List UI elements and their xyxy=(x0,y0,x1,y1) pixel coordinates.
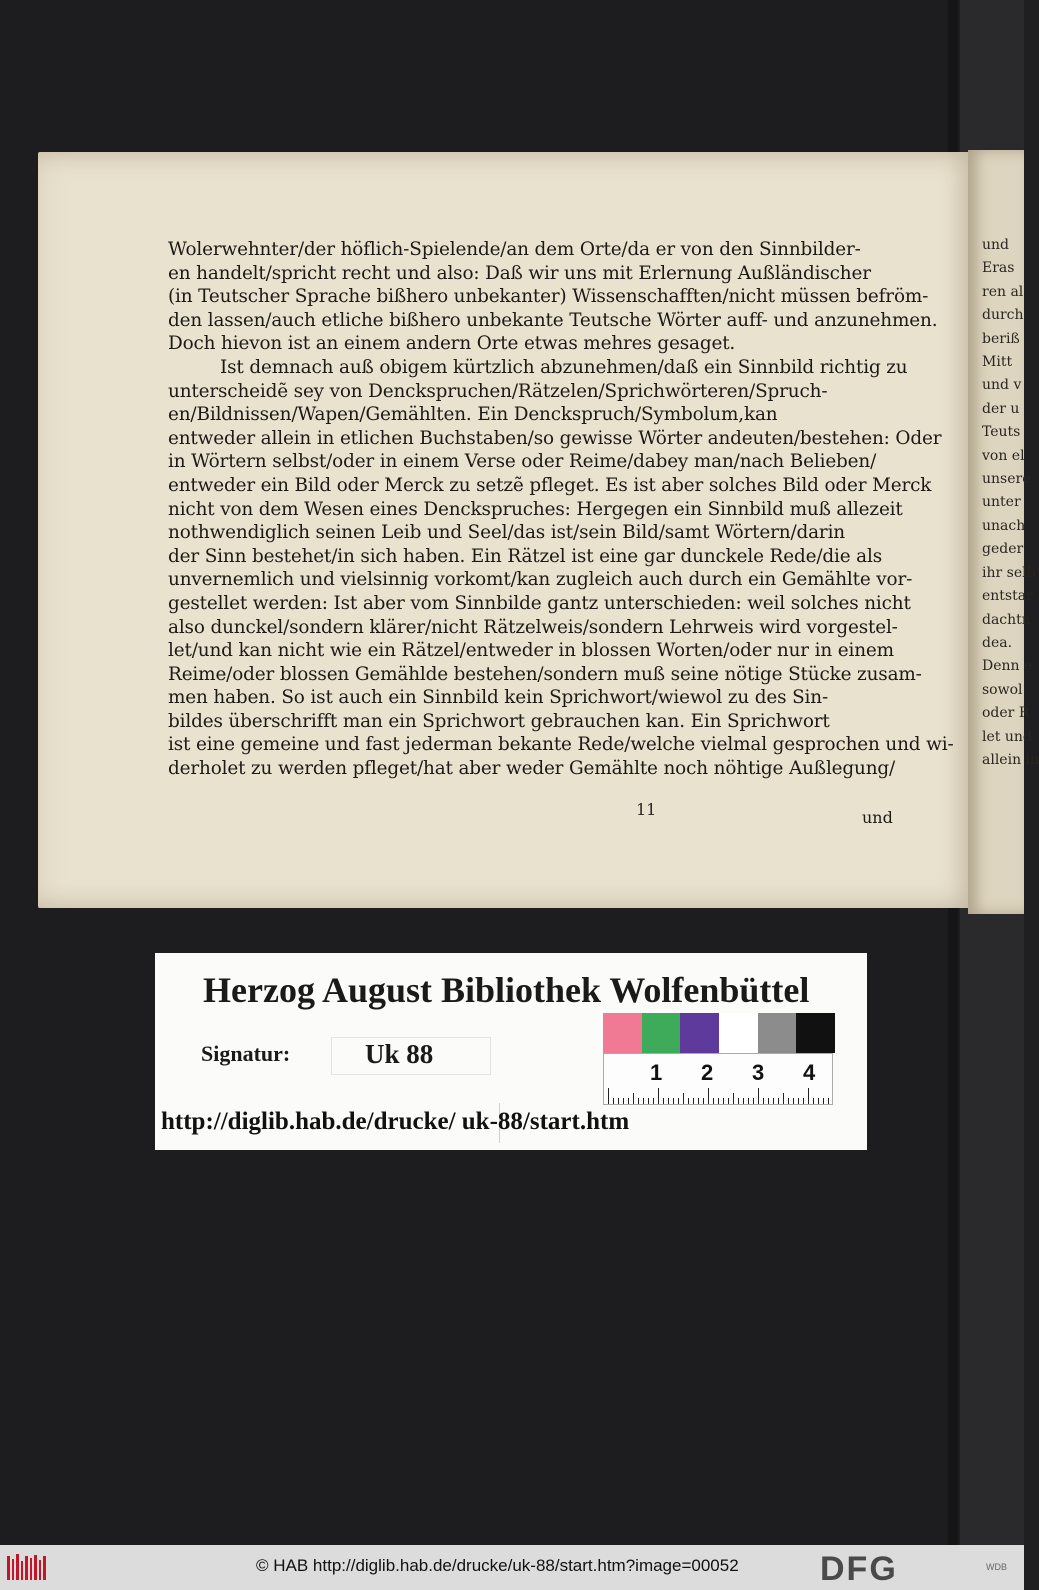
ruler-tick xyxy=(783,1093,784,1104)
catchword: und xyxy=(862,808,893,827)
color-swatch xyxy=(603,1013,642,1053)
facing-text-fragment: Denn e xyxy=(982,658,1033,675)
ruler-tick xyxy=(613,1098,614,1104)
ruler-tick xyxy=(713,1098,714,1104)
ruler-tick xyxy=(723,1098,724,1104)
ruler-tick xyxy=(828,1098,829,1104)
library-label-card xyxy=(155,953,867,1150)
text-line: unterscheidẽ sey von Denckspruchen/Rätzelen/Sprichwörteren/Spruch- xyxy=(168,380,828,402)
catalog-url-part1: http://diglib.hab.de/drucke/ xyxy=(161,1108,456,1135)
signatur-label: Signatur: xyxy=(201,1041,291,1066)
facing-text-fragment: geder xyxy=(982,541,1024,558)
facing-page xyxy=(968,150,1039,914)
wdb-mark: WDB xyxy=(986,1562,1007,1572)
ruler-number: 4 xyxy=(803,1060,816,1085)
facing-text-fragment: Teuts xyxy=(982,424,1021,441)
ruler-tick xyxy=(623,1098,624,1104)
text-line: Wolerwehnter/der höflich-Spielende/an dem Orte/da er von den Sinnbilder- xyxy=(168,239,861,260)
facing-text-fragment: entstar xyxy=(982,588,1033,605)
ruler-tick xyxy=(763,1098,764,1104)
color-swatch xyxy=(680,1013,719,1053)
text-line: men haben. So ist auch ein Sinnbild kein Sprichwort/wiewol zu des Sin- xyxy=(168,687,829,709)
ruler-tick xyxy=(813,1098,814,1104)
facing-text-fragment: Mitt xyxy=(982,354,1013,371)
text-line: en/Bildnissen/Wapen/Gemählten. Ein Denckspruch/Symbolum,kan xyxy=(168,404,778,426)
catalog-url[interactable] xyxy=(161,1108,629,1136)
ruler-tick xyxy=(798,1098,799,1104)
ruler-tick xyxy=(648,1098,649,1104)
color-swatch xyxy=(758,1013,797,1053)
ruler-tick xyxy=(708,1088,709,1104)
facing-text-fragment: und v xyxy=(982,377,1022,394)
barcode-icon xyxy=(6,1553,50,1583)
text-line: bildes überschrifft man ein Sprichwort gebrauchen kan. Ein Sprichwort xyxy=(168,710,830,732)
ruler-tick xyxy=(738,1098,739,1104)
facing-text-fragment: und xyxy=(982,237,1009,253)
ruler-tick xyxy=(788,1098,789,1104)
page-text-block xyxy=(168,238,954,781)
dfg-logo: DFG xyxy=(820,1550,898,1588)
ruler-tick xyxy=(823,1098,824,1104)
facing-text-fragment: ihr selb xyxy=(982,564,1036,581)
facing-text-fragment: sowol xyxy=(982,681,1023,698)
ruler-tick xyxy=(733,1093,734,1104)
ruler-tick xyxy=(683,1093,684,1104)
color-swatch xyxy=(719,1013,758,1053)
facing-text-fragment: let und xyxy=(982,728,1032,745)
library-name: Herzog August Bibliothek Wolfenbüttel xyxy=(203,970,810,1010)
text-line: nothwendiglich seinen Leib und Seel/das ist/sein Bild/samt Wörtern/darin xyxy=(168,522,845,544)
ruler-tick xyxy=(608,1088,609,1104)
text-line: en handelt/spricht recht und also: Daß wir uns mit Erlernung Außländischer xyxy=(168,262,871,284)
ruler-tick xyxy=(773,1098,774,1104)
ruler-tick xyxy=(673,1098,674,1104)
ruler-tick xyxy=(628,1098,629,1104)
text-line: der Sinn bestehet/in sich haben. Ein Rätzel ist eine gar dunckele Rede/die als xyxy=(168,545,883,567)
text-line: Ist demnach auß obigem kürtzlich abzunehmen/daß ein Sinnbild richtig zu xyxy=(220,356,908,378)
ruler-tick xyxy=(633,1093,634,1104)
facing-text-fragment: der u xyxy=(982,400,1020,417)
ruler-number: 1 xyxy=(650,1060,663,1085)
ruler-number: 2 xyxy=(701,1060,714,1085)
ruler-tick xyxy=(808,1088,809,1104)
ruler-tick xyxy=(658,1088,659,1104)
facing-text-fragment: allein in xyxy=(982,751,1039,768)
ruler-tick xyxy=(793,1098,794,1104)
signatur-value: Uk 88 xyxy=(365,1039,434,1069)
ruler-tick xyxy=(703,1098,704,1104)
page-number: 11 xyxy=(636,800,657,819)
text-line: ist eine gemeine und fast jederman bekante Rede/welche vielmal gesprochen und wi- xyxy=(168,734,954,756)
facing-text-fragment: ren al xyxy=(982,283,1024,300)
color-swatch xyxy=(796,1013,835,1053)
ruler-number: 3 xyxy=(752,1060,765,1085)
facing-text-fragment: dea. xyxy=(982,634,1013,651)
facing-text-fragment: dachtn xyxy=(982,611,1031,628)
ruler-tick xyxy=(768,1098,769,1104)
scale-ruler xyxy=(603,1053,833,1105)
color-swatch xyxy=(642,1013,681,1053)
ruler-tick xyxy=(753,1098,754,1104)
facing-text-fragment: beriß xyxy=(982,330,1020,347)
text-line: Doch hievon ist an einem andern Orte etwas mehres gesaget. xyxy=(168,333,736,355)
facing-page-text xyxy=(982,234,1039,772)
ruler-tick xyxy=(818,1098,819,1104)
text-line: gestellet werden: Ist aber vom Sinnbilde gantz unterschieden: weil solches nicht xyxy=(168,592,911,614)
ruler-tick xyxy=(688,1098,689,1104)
book-page xyxy=(38,152,978,908)
ruler-tick xyxy=(668,1098,669,1104)
facing-text-fragment: unter xyxy=(982,494,1021,511)
ruler-tick xyxy=(728,1098,729,1104)
footer-credit[interactable]: © HAB http://diglib.hab.de/drucke/uk-88/start.htm?image=00052 xyxy=(256,1556,739,1575)
ruler-tick xyxy=(618,1098,619,1104)
catalog-url-part2: uk-88/start.htm xyxy=(461,1108,630,1135)
ruler-tick xyxy=(803,1098,804,1104)
text-line: also dunckel/sondern klärer/nicht Rätzelweis/sondern Lehrweis wird vorgestel- xyxy=(168,616,898,638)
text-line: Reime/oder blossen Gemählde bestehen/sondern muß seine nötige Stücke zusam- xyxy=(168,663,922,685)
facing-text-fragment: unach xyxy=(982,517,1026,534)
ruler-tick xyxy=(758,1088,759,1104)
facing-text-fragment: durch xyxy=(982,307,1024,324)
text-line: den lassen/auch etliche bißhero unbekante Teutsche Wörter auff- und anzunehmen. xyxy=(168,309,938,331)
ruler-tick xyxy=(778,1098,779,1104)
facing-text-fragment: von el xyxy=(982,447,1025,464)
color-calibration-strip xyxy=(603,1013,835,1053)
text-line: (in Teutscher Sprache bißhero unbekanter) Wissenschafften/nicht müssen befröm- xyxy=(168,286,929,308)
text-line: let/und kan nicht wie ein Rätzel/entweder in blossen Worten/oder nur in einem xyxy=(168,640,894,662)
footer-bar xyxy=(0,1545,1024,1590)
ruler-tick xyxy=(748,1098,749,1104)
ruler-tick xyxy=(693,1098,694,1104)
text-line: entweder ein Bild oder Merck zu setzẽ pfleget. Es ist aber solches Bild oder Merck xyxy=(168,474,932,496)
text-line: unvernemlich und vielsinnig vorkomt/kan zugleich auch durch ein Gemählte vor- xyxy=(168,569,913,591)
ruler-tick xyxy=(643,1098,644,1104)
facing-text-fragment: Eras xyxy=(982,260,1015,277)
facing-text-fragment: oder R xyxy=(982,705,1030,722)
ruler-tick xyxy=(743,1098,744,1104)
ruler-tick xyxy=(663,1098,664,1104)
facing-text-fragment: unsere xyxy=(982,471,1031,488)
ruler-tick xyxy=(678,1098,679,1104)
ruler-tick xyxy=(653,1098,654,1104)
text-line: entweder allein in etlichen Buchstaben/so gewisse Wörter andeuten/bestehen: Oder xyxy=(168,427,942,449)
ruler-tick xyxy=(698,1098,699,1104)
ruler-tick xyxy=(638,1098,639,1104)
text-line: nicht von dem Wesen eines Denckspruches: Hergegen ein Sinnbild muß allezeit xyxy=(168,498,903,520)
ruler-tick xyxy=(718,1098,719,1104)
text-line: in Wörtern selbst/oder in einem Verse oder Reime/dabey man/nach Belieben/ xyxy=(168,451,877,473)
text-line: derholet zu werden pfleget/hat aber weder Gemählte noch nöhtige Außlegung/ xyxy=(168,758,896,780)
